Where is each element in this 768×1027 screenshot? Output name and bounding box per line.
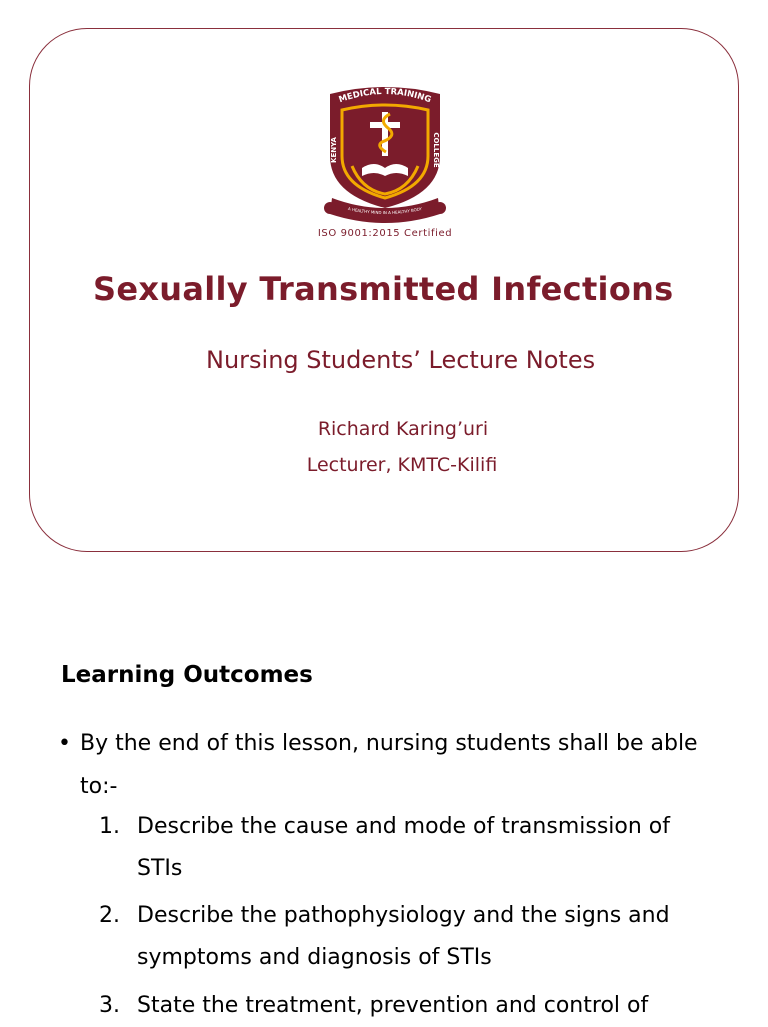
logo-motto: A HEALTHY MIND IN A HEALTHY BODY <box>347 205 423 216</box>
outcome-number: 3. <box>99 993 120 1018</box>
author-role: Lecturer, KMTC-Kilifi <box>306 454 498 476</box>
slide-subtitle: Nursing Students’ Lecture Notes <box>206 346 596 374</box>
outcome-number: 1. <box>99 814 120 839</box>
outcome-text: State the treatment, prevention and control of <box>137 993 649 1018</box>
logo-top-text: MEDICAL TRAINING <box>337 86 433 106</box>
outcome-number: 2. <box>99 903 120 928</box>
slide-title: Sexually Transmitted Infections <box>93 270 674 308</box>
kmtc-logo <box>318 86 452 242</box>
author-name: Richard Karing’uri <box>317 418 489 440</box>
intro-bullet-text: By the end of this lesson, nursing students shall be able to:- <box>80 731 698 799</box>
logo-right-text: COLLEGE <box>432 132 440 168</box>
learning-outcomes-heading: Learning Outcomes <box>61 662 313 688</box>
bullet-icon: • <box>58 731 71 756</box>
logo-left-text: KENYA <box>330 137 338 163</box>
outcome-text: Describe the pathophysiology and the signs and symptoms and diagnosis of STIs <box>137 903 670 970</box>
iso-certification: ISO 9001:2015 Certified <box>318 228 452 239</box>
outcome-text: Describe the cause and mode of transmission of STIs <box>137 814 670 881</box>
